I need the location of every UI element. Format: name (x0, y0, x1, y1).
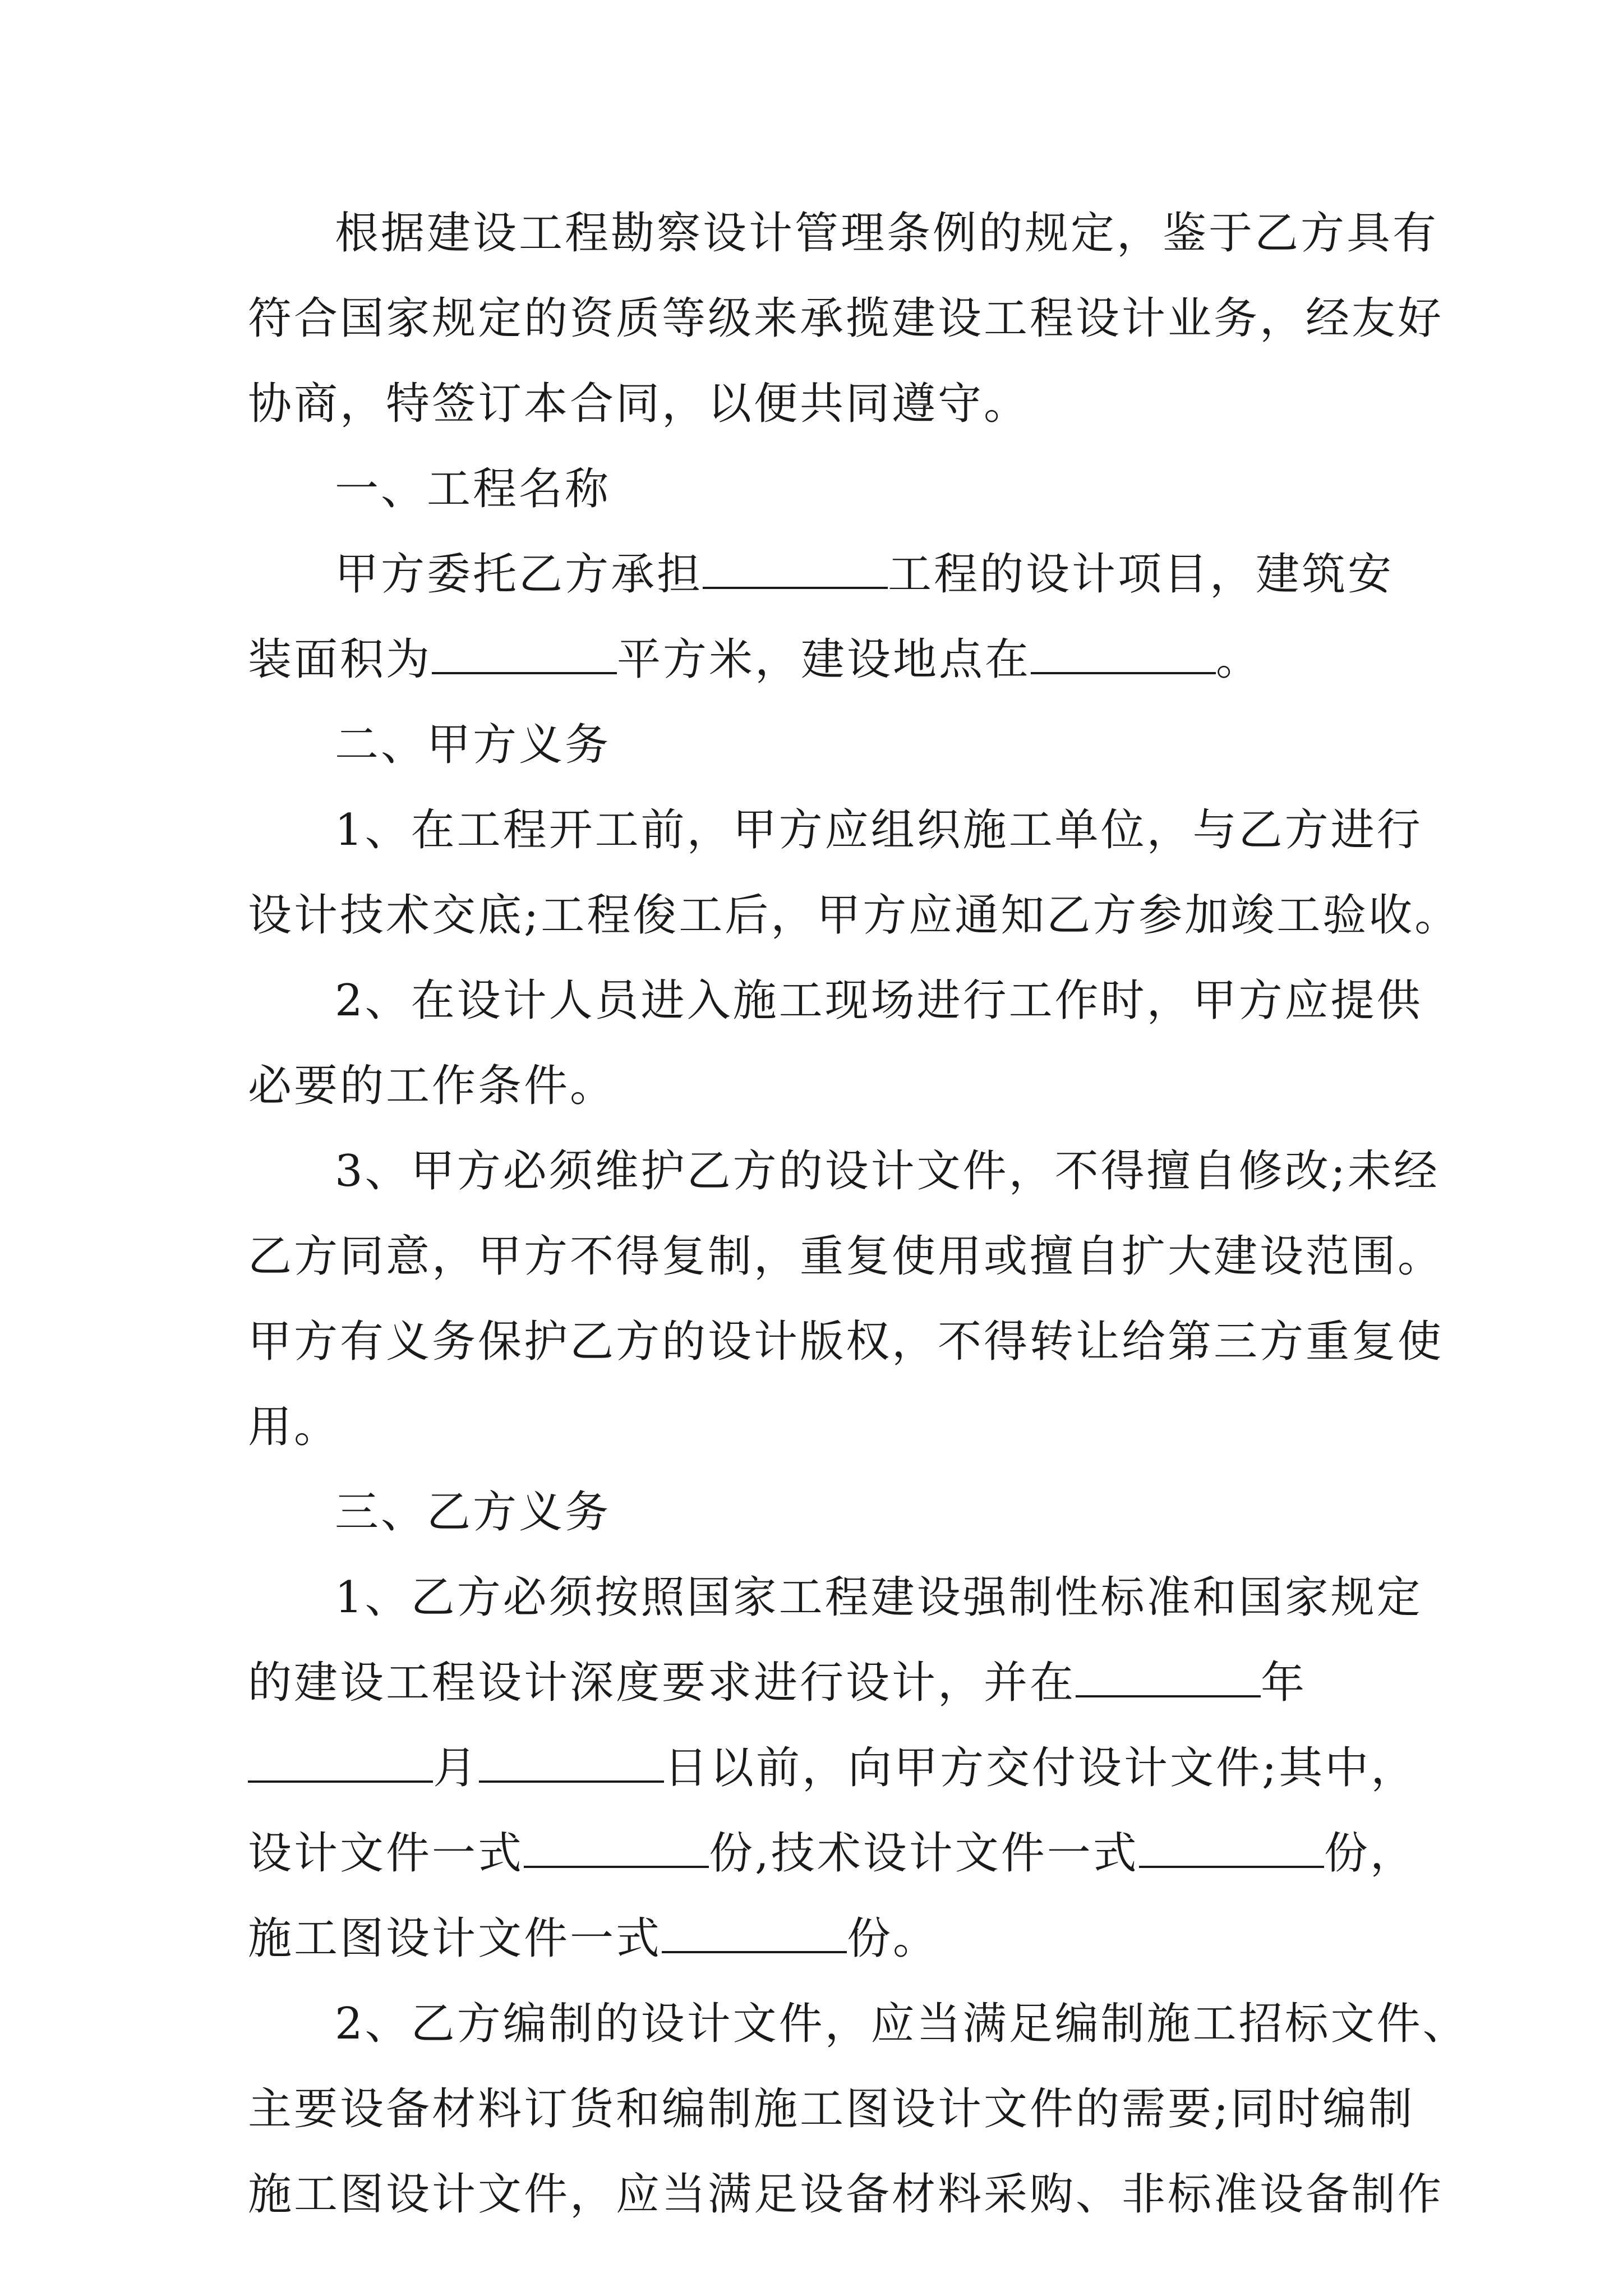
text-line: 乙方同意，甲方不得复制，重复使用或擅自扩大建设范围。 (248, 1231, 1444, 1282)
text-line: 2、乙方编制的设计文件，应当满足编制施工招标文件、 (335, 1999, 1469, 2049)
text-line: 用。 (248, 1402, 340, 1452)
fill-in-blank[interactable] (662, 1917, 847, 1953)
text-line: 协商，特签订本合同，以便共同遵守。 (248, 379, 1030, 429)
text-line: 1、在工程开工前，甲方应组织施工单位，与乙方进行 (335, 805, 1423, 855)
fill-in-blank[interactable] (1139, 1832, 1324, 1868)
text-line: 的建设工程设计深度要求进行设计，并在 年 (248, 1658, 1307, 1708)
text-line: 符合国家规定的资质等级来承揽建设工程设计业务，经友好 (248, 293, 1444, 344)
fill-in-blank[interactable] (479, 1747, 664, 1783)
text-line: 施工图设计文件一式 份。 (248, 1913, 939, 1964)
text-line: 施工图设计文件，应当满足设备材料采购、非标准设备制作 (248, 2169, 1444, 2220)
fill-in-blank[interactable] (524, 1832, 709, 1868)
section-heading: 一、工程名称 (335, 464, 611, 514)
text-line: 月 日以前，向甲方交付设计文件;其中， (248, 1726, 1386, 1811)
fill-in-blank[interactable] (703, 553, 888, 589)
text-line: 主要设备材料订货和编制施工图设计文件的需要;同时编制 (248, 2084, 1415, 2134)
text-line: 3、甲方必须维护乙方的设计文件，不得擅自修改;未经 (335, 1146, 1440, 1197)
section-heading: 二、甲方义务 (335, 720, 611, 770)
text-line: 根据建设工程勘察设计管理条例的规定，鉴于乙方具有 (335, 208, 1439, 259)
fill-in-blank[interactable] (1031, 638, 1216, 674)
text-line: 设计文件一式 份,技术设计文件一式 份， (248, 1828, 1416, 1879)
section-heading: 三、乙方义务 (335, 1487, 611, 1538)
fill-in-blank[interactable] (1076, 1662, 1261, 1697)
text-line: 1、乙方必须按照国家工程建设强制性标准和国家规定 (335, 1572, 1423, 1623)
text-line: 甲方有义务保护乙方的设计版权，不得转让给第三方重复使 (248, 1317, 1444, 1367)
text-line: 甲方委托乙方承担 工程的设计项目，建筑安 (335, 549, 1394, 600)
fill-in-blank[interactable] (248, 1747, 433, 1783)
text-line: 设计技术交底;工程俊工后，甲方应通知乙方参加竣工验收。 (248, 890, 1461, 941)
document-page (248, 191, 1469, 2237)
text-line: 必要的工作条件。 (248, 1061, 616, 1111)
text-line: 装面积为 平方米，建设地点在 。 (248, 634, 1262, 685)
fill-in-blank[interactable] (432, 638, 617, 674)
text-line: 2、在设计人员进入施工现场进行工作时，甲方应提供 (335, 976, 1423, 1026)
